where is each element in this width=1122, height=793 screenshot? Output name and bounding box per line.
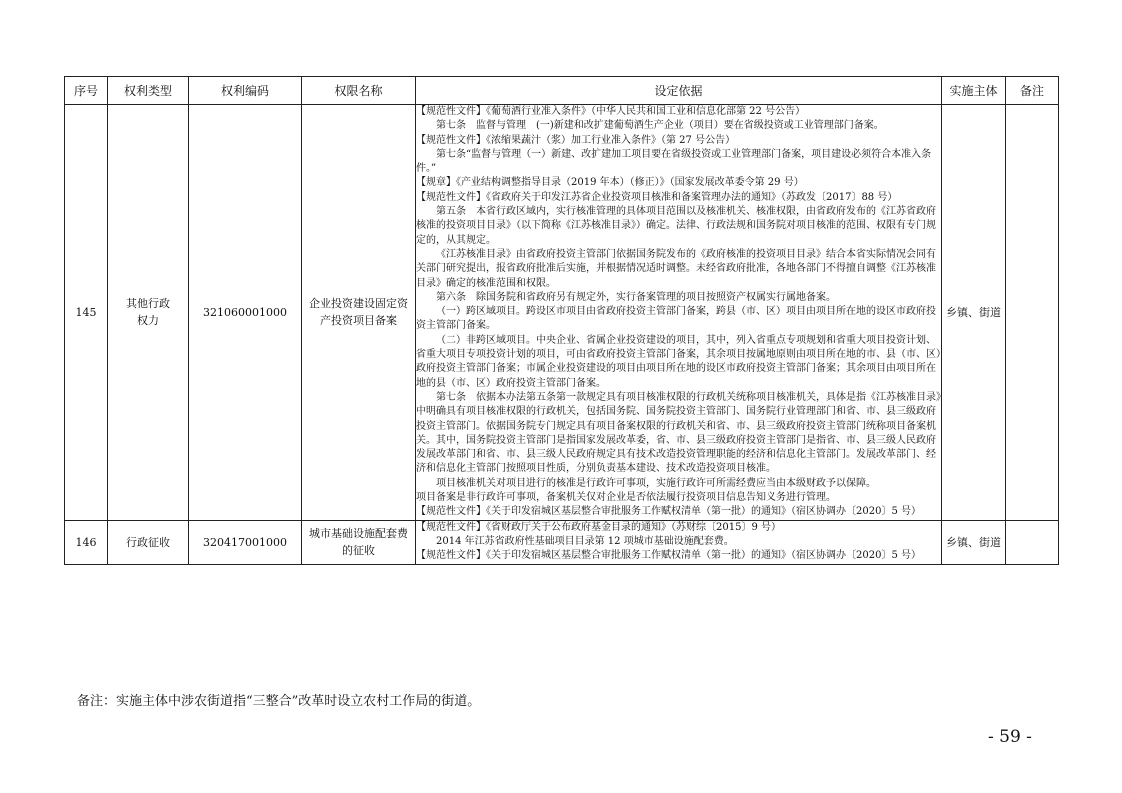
basis-paragraph: 项目核准机关对项目进行的核准是行政许可事项，实施行政许可所需经费应当由本级财政予以保障。	[436, 477, 876, 489]
basis-paragraph: （一）跨区域项目。跨设区市项目由省政府投资主管部门备案，跨县（市、区）项目由项目所在地的设区市政府投资主管部门备案。	[416, 306, 936, 332]
row-subject: 乡镇、街道	[942, 520, 1006, 564]
row-note	[1006, 520, 1059, 564]
basis-paragraph: 【规范性文件】《葡萄酒行业准入条件》（中华人民共和国工业和信息化部第 22 号公告）	[416, 106, 806, 117]
basis-paragraph: 【规章】《产业结构调整指导目录（2019 年本）（修正）》（国家发展改革委令第 29 号）	[416, 177, 804, 189]
basis-paragraph: 【规范性文件】《浓缩果蔬汁（浆）加工行业准入条件》（第 27 号公告）	[416, 134, 736, 146]
header-authority-name: 权限名称	[302, 77, 416, 105]
footnote: 备注：实施主体中涉农街道指“三整合”改革时设立农村工作局的街道。	[77, 694, 481, 709]
row-authority-name: 企业投资建设固定资产投资项目备案	[302, 105, 416, 521]
basis-paragraph: 第七条“监督与管理（一）新建、改扩建加工项目要在省级投资或工业管理部门备案，项目建设必须符合本准入条件。”	[416, 148, 932, 175]
row-subject: 乡镇、街道	[942, 105, 1006, 521]
row-right-code: 321060001000	[189, 105, 302, 521]
header-right-code: 权利编码	[189, 77, 302, 105]
header-subject: 实施主体	[942, 77, 1006, 105]
page-number: - 59 -	[988, 727, 1032, 747]
header-right-type: 权利类型	[108, 77, 189, 105]
basis-paragraph: 【规范性文件】《关于印发宿城区基层整合审批服务工作赋权清单（第一批）的通知》（宿区协调办〔2020〕5 号）	[416, 550, 921, 562]
row-note	[1006, 105, 1059, 521]
row-right-type: 行政征收	[108, 520, 189, 564]
header-note: 备注	[1006, 77, 1059, 105]
basis-paragraph: 第七条 依据本办法第五条第一款规定具有项目核准权限的行政机关统称项目核准机关，具体是指《江苏核准目录》中明确具有项目核准权限的行政机关，包括国务院、国务院投资主管部门、国务院行业管理部门和省、市、县三级政府投资主管部门。依据国务院专门规定具有项目备案权限的行政机关和省、市、县三级政府投资主管部门统称项目备案机关。其中，国务院投资主管部门是指国家发展改革委，省、市、县三级政府投资主管部门是指省、市、县三级人民政府发展改革部门和省、市、县三级人民政府规定具有技术改造投资管理职能的经济和信息化主管部门。发展改革部门、经济和信息化主管部门按照项目性质，分别负责基本建设、技术改造投资项目核准。	[416, 391, 941, 475]
authority-table	[64, 76, 1059, 565]
basis-paragraph: 2014 年江苏省政府性基础项目目录第 12 项城市基础设施配套费。	[436, 535, 734, 547]
row-right-code: 320417001000	[189, 520, 302, 564]
basis-paragraph: 第五条 本省行政区域内，实行核准管理的具体项目范围以及核准机关、核准权限，由省政府发布的《江苏省政府核准的投资项目目录》（以下简称《江苏核准目录》）确定。法律、行政法规和国务院对项目核准的范围、权限有专门规定的，从其规定。	[416, 206, 936, 246]
basis-paragraph: 【规范性文件】《省政府关于印发江苏省企业投资项目核准和备案管理办法的通知》（苏政发〔2017〕88 号）	[416, 191, 898, 203]
table-row	[65, 520, 1059, 564]
row-serial: 145	[65, 105, 108, 521]
basis-paragraph: 第七条 监督与管理 (一)新建和改扩建葡萄酒生产企业（项目）要在省级投资或工业管理部门备案。	[436, 120, 884, 132]
basis-paragraph: （二）非跨区域项目。中央企业、省属企业投资建设的项目，其中，列入省重点专项规划和省重大项目投资计划、省重大项目专项投资计划的项目，可由省政府投资主管部门备案，其余项目按属地原则由项目所在地的市、县（市、区）政府投资主管部门备案；市属企业投资建设的项目由项目所在地的设区市政府投资主管部门备案；其余项目由项目所在地的县（市、区）政府投资主管部门备案。	[416, 334, 941, 389]
row-basis	[416, 520, 942, 564]
basis-paragraph: 第六条 除国务院和省政府另有规定外，实行备案管理的项目按照资产权属实行属地备案。	[436, 291, 836, 303]
table-row	[65, 105, 1059, 521]
basis-paragraph: 【规范性文件】《关于印发宿城区基层整合审批服务工作赋权清单（第一批）的通知》（宿区协调办〔2020〕5 号）	[416, 506, 921, 518]
row-authority-name: 城市基础设施配套费的征收	[302, 520, 416, 564]
row-serial: 146	[65, 520, 108, 564]
basis-paragraph: 【规范性文件】《省财政厅关于公布政府基金目录的通知》（苏财综〔2015〕9 号）	[416, 521, 781, 533]
header-basis: 设定依据	[416, 77, 942, 105]
row-right-type: 其他行政权力	[108, 105, 189, 521]
basis-paragraph: 项目备案是非行政许可事项，备案机关仅对企业是否依法履行投资项目信息告知义务进行管理。	[416, 492, 836, 504]
header-serial: 序号	[65, 77, 108, 105]
basis-paragraph: 《江苏核准目录》由省政府投资主管部门依据国务院发布的《政府核准的投资项目目录》结合本省实际情况会同有关部门研究提出，报省政府批准后实施，并根据情况适时调整。未经省政府批准，各地各部门不得擅自调整《江苏核准目录》确定的核准范围和权限。	[416, 248, 936, 289]
row-basis	[416, 105, 942, 521]
table-header-row	[65, 77, 1059, 105]
